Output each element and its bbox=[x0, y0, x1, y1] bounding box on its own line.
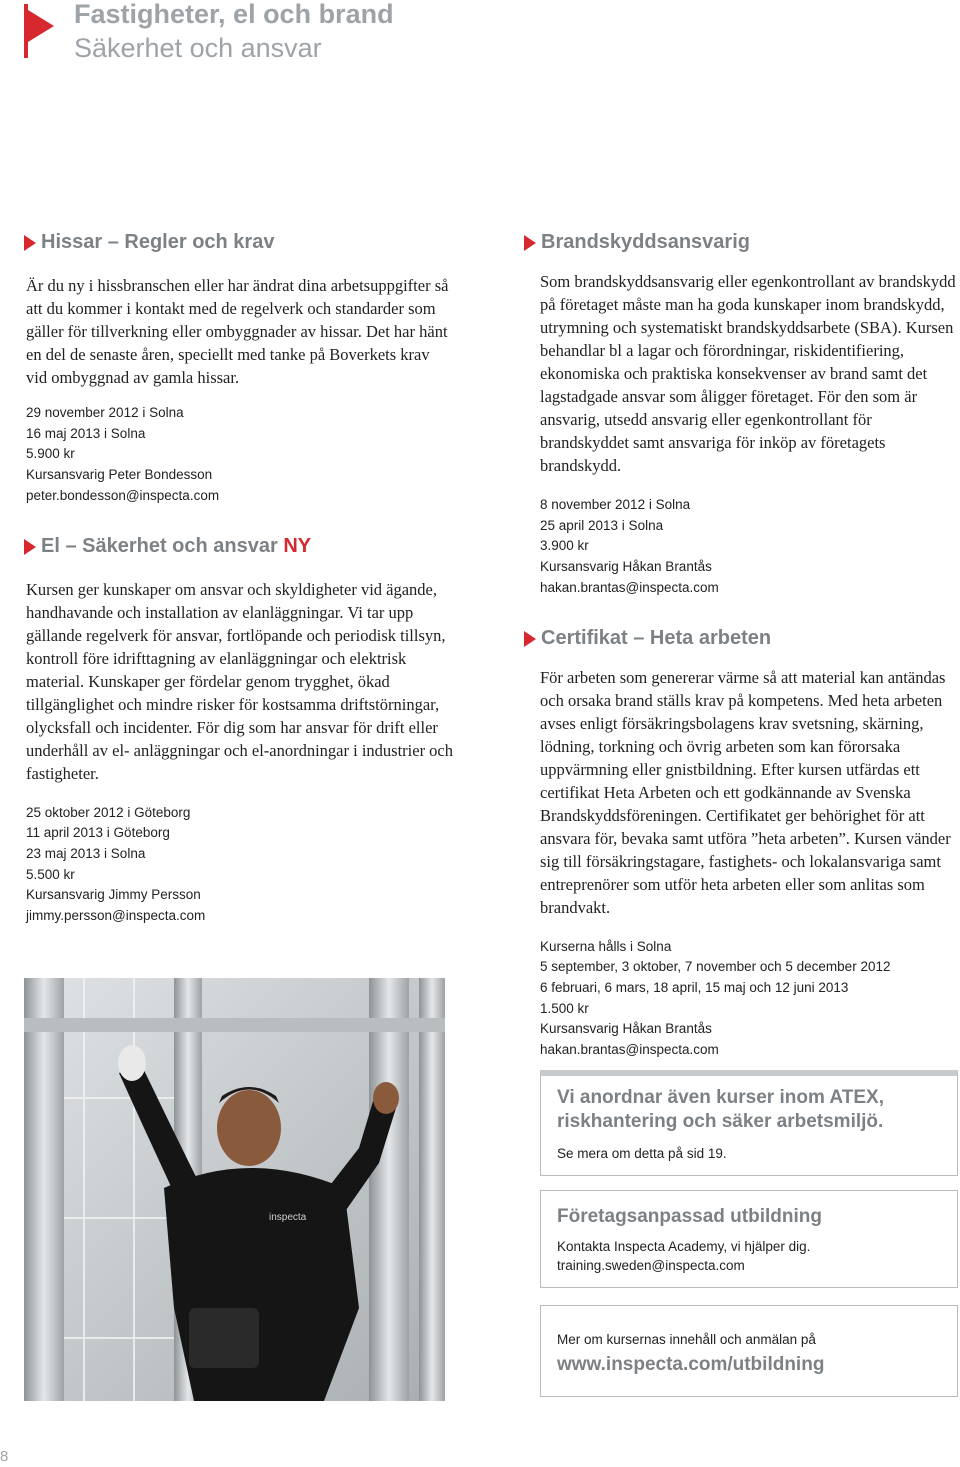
course-price: 1.500 kr bbox=[540, 1000, 589, 1016]
course-description: Kursen ger kunskaper om ansvar och skyldigheter vid ägande, handhavande och installation av elanläggningar. Vi tar upp gällande regelverk för ansvar, fortlöpande och periodisk tillsyn, kontroll före idrifttagning av elanläggningar och elektrisk material. Kunskaper ger fördelar genom trygghet, ökad tillgänglighet och mindre risker för kostsamma driftstörningar, olycksfall och incidenter. För dig som har ansvar för drift eller underhåll av el- anläggningar och el-anordningar i industrier och fastigheter. bbox=[26, 579, 454, 783]
triangle-bullet-icon bbox=[524, 235, 536, 251]
header-arrow-icon bbox=[24, 4, 64, 58]
course-email-link[interactable]: jimmy.persson@inspecta.com bbox=[26, 908, 206, 924]
course-description: Är du ny i hissbranschen eller har ändrat dina arbetsuppgifter så att du kommer i kontakt med de regelverk och standarder som gäller för tillverkning eller ombyggnader av hissar. Det har hänt en del de senaste åren, speciellt med tanke på Boverkets krav vid ombyggnad av gamla hissar. bbox=[26, 276, 449, 387]
course-brand bbox=[524, 228, 960, 599]
course-date: 11 april 2013 i Göteborg bbox=[26, 825, 170, 841]
triangle-bullet-icon bbox=[24, 539, 36, 555]
course-contact: Kursansvarig Jimmy Persson bbox=[26, 887, 201, 903]
page-subtitle: Säkerhet och ansvar bbox=[74, 33, 322, 63]
course-email-link[interactable]: hakan.brantas@inspecta.com bbox=[540, 579, 719, 595]
atex-info-box bbox=[540, 1070, 958, 1176]
left-column bbox=[24, 228, 454, 927]
box-text: Mer om kursernas innehåll och anmälan på bbox=[557, 1332, 816, 1347]
course-heading bbox=[24, 532, 454, 560]
course-heta bbox=[524, 624, 960, 1061]
right-column bbox=[524, 228, 960, 1061]
course-heading bbox=[24, 228, 454, 256]
company-training-box bbox=[540, 1190, 958, 1288]
course-details bbox=[24, 803, 454, 927]
course-date: 25 april 2013 i Solna bbox=[540, 517, 664, 533]
course-email-link[interactable]: peter.bondesson@inspecta.com bbox=[26, 487, 220, 503]
shirt-logo: inspecta bbox=[269, 1212, 307, 1223]
course-contact: Kursansvarig Håkan Brantås bbox=[540, 1021, 712, 1037]
more-info-box bbox=[540, 1305, 958, 1397]
course-hissar bbox=[24, 228, 454, 507]
course-date: 23 maj 2013 i Solna bbox=[26, 845, 146, 861]
course-price: 5.500 kr bbox=[26, 866, 75, 882]
page-number: 8 bbox=[0, 1448, 9, 1465]
triangle-bullet-icon bbox=[24, 235, 36, 251]
course-price: 5.900 kr bbox=[26, 446, 75, 462]
course-description: Som brandskyddsansvarig eller egenkontrollant av brandskydd på företaget måste man ha goda kunskaper inom brandskydd, utrymning och systematiskt brandskyddsarbete (SBA). Kursen behandlar bl a lagar och förordningar, riskidentifiering, ekonomiska och praktiska konsekvenser av brand samt det lagstadgade ansvar som åligger företaget. För den som är ansvarig, utsedd ansvarig eller egenkontrollant för brandskyddet samt ansvariga för inköp av företagets brandskydd. bbox=[540, 272, 956, 475]
box-title: Vi anordnar även kurser inom ATEX, riskhantering och säker arbetsmiljö. bbox=[557, 1087, 884, 1132]
course-contact: Kursansvarig Peter Bondesson bbox=[26, 467, 213, 483]
course-date: 25 oktober 2012 i Göteborg bbox=[26, 804, 191, 820]
course-title: Certifikat – Heta arbeten bbox=[541, 626, 772, 649]
triangle-bullet-icon bbox=[524, 631, 536, 647]
course-description: För arbeten som genererar värme så att material kan antändas och orsaka brand ställs krav på kompetens. Med heta arbeten avses enligt försäkringsbolagens krav svetsning, skärning, lödning, torkning och övrig arbeten som kan förorsaka uppvärmning eller gnistbildning. Efter kursen utfärdas ett certifikat Heta Arbeten och ett godkännande av Svenska Brandskyddsföreningen. Certifikatet ger behörighet för att ansvara för, bevaka samt utföra ”heta arbeten”. Kursen vänder sig till försäkringstagare, fastighets- och lokalansvariga samt entreprenörer som utför heta arbeten eller som anlitas som brandvakt. bbox=[540, 667, 951, 917]
website-link[interactable]: www.inspecta.com/utbildning bbox=[557, 1354, 825, 1375]
course-email-link[interactable]: hakan.brantas@inspecta.com bbox=[540, 1042, 719, 1058]
training-email-link[interactable]: training.sweden@inspecta.com bbox=[557, 1258, 745, 1273]
course-date: 5 september, 3 oktober, 7 november och 5 december 2012 bbox=[540, 959, 891, 975]
course-title: El – Säkerhet och ansvar bbox=[41, 534, 278, 557]
course-date: 16 maj 2013 i Solna bbox=[26, 425, 146, 441]
page-title: Fastigheter, el och brand bbox=[74, 0, 394, 29]
box-text: Kontakta Inspecta Academy, vi hjälper dig. bbox=[557, 1239, 811, 1254]
course-date: 8 november 2012 i Solna bbox=[540, 497, 691, 512]
course-title: Hissar – Regler och krav bbox=[41, 231, 275, 253]
course-date: 6 februari, 6 mars, 18 april, 15 maj och 12 juni 2013 bbox=[540, 979, 849, 995]
course-heading bbox=[524, 228, 960, 256]
box-text: Se mera om detta på sid 19. bbox=[557, 1146, 727, 1161]
course-date: 29 november 2012 i Solna bbox=[26, 405, 184, 420]
technician-photo bbox=[24, 978, 445, 1401]
course-el bbox=[24, 532, 454, 927]
box-title: Företagsanpassad utbildning bbox=[557, 1206, 822, 1227]
course-heading bbox=[524, 624, 960, 652]
new-badge: NY bbox=[283, 534, 312, 557]
course-details bbox=[524, 495, 960, 599]
course-contact: Kursansvarig Håkan Brantås bbox=[540, 559, 712, 575]
course-details bbox=[24, 403, 454, 507]
course-location: Kurserna hålls i Solna bbox=[540, 938, 672, 954]
course-price: 3.900 kr bbox=[540, 538, 589, 554]
technician-illustration bbox=[24, 978, 445, 1401]
course-title: Brandskyddsansvarig bbox=[541, 231, 750, 253]
course-details bbox=[524, 937, 960, 1061]
